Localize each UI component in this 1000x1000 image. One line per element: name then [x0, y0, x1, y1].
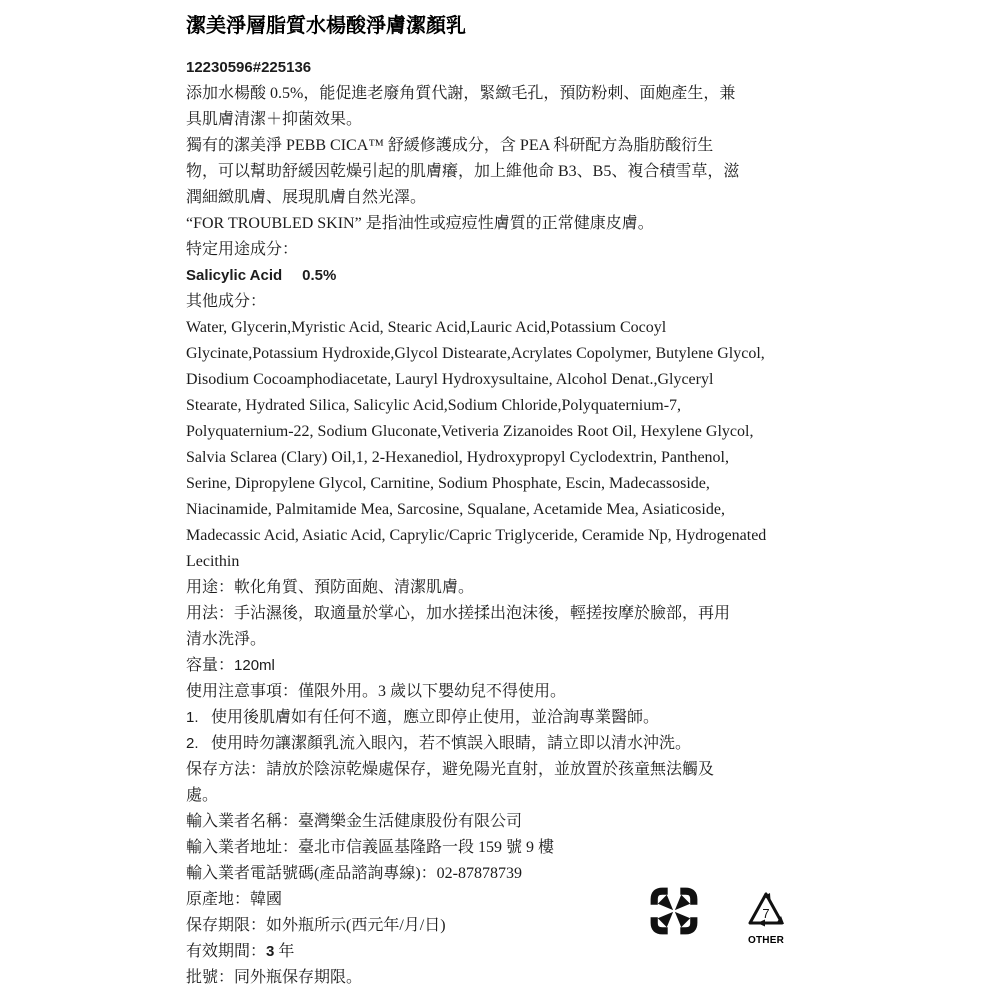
usage-purpose-line: 用途：軟化角質、預防面皰、清潔肌膚。 — [186, 579, 475, 596]
plastic-type-label: OTHER — [748, 935, 784, 946]
salicylic-acid-name: Salicylic Acid — [186, 267, 283, 284]
plastic-code-number: 7 — [762, 906, 770, 921]
capacity-line — [186, 653, 802, 679]
ingredients-line: Salvia Sclarea (Clary) Oil,1, 2-Hexanediol, Hydroxypropyl Cyclodextrin, Panthenol, — [186, 449, 729, 466]
description-line: 添加水楊酸 0.5%，能促進老廢角質代謝，緊緻毛孔，預防粉刺、面皰產生，兼 — [186, 85, 736, 102]
usage-method-line: 用法：手沾濕後，取適量於掌心，加水搓揉出泡沫後，輕搓按摩於臉部，再用 — [186, 605, 731, 622]
ingredients-line: Niacinamide, Palmitamide Mea, Sarcosine, Squalane, Acetamide Mea, Asiaticoside, — [186, 501, 725, 518]
ingredients-line: Glycinate,Potassium Hydroxide,Glycol Distearate,Acrylates Copolymer, Butylene Glycol, — [186, 345, 765, 362]
other-ingredients-heading: 其他成分： — [186, 293, 267, 310]
importer-name-line: 輸入業者名稱：臺灣樂金生活健康股份有限公司 — [186, 813, 523, 830]
recycling-symbols — [647, 884, 797, 948]
taiwan-recycling-icon — [647, 884, 701, 938]
ingredients-line: Lecithin — [186, 553, 240, 570]
storage-line: 處。 — [186, 787, 219, 804]
validity-number: 3 — [266, 943, 275, 960]
validity-label: 有效期間： — [186, 943, 267, 960]
precaution-item — [186, 731, 802, 757]
description-line: 潤細緻肌膚、展現肌膚自然光澤。 — [186, 189, 427, 206]
product-document — [186, 14, 802, 991]
capacity-value: 120ml — [234, 657, 275, 674]
ingredients-line: Stearate, Hydrated Silica, Salicylic Acid,Sodium Chloride,Polyquaternium-7, — [186, 397, 682, 414]
precaution-item-number: 1. — [186, 709, 199, 726]
batch-line: 批號：同外瓶保存期限。 — [186, 969, 363, 986]
precaution-item-text: 使用後肌膚如有任何不適，應立即停止使用，並洽詢專業醫師。 — [211, 709, 660, 726]
usage-method-line: 清水洗淨。 — [186, 631, 267, 648]
ingredients-line: Madecassic Acid, Asiatic Acid, Caprylic/Capric Triglyceride, Ceramide Np, Hydrogenated — [186, 527, 767, 544]
special-use-heading: 特定用途成分： — [186, 241, 299, 258]
precautions-heading: 使用注意事項：僅限外用。3 歲以下嬰幼兒不得使用。 — [186, 683, 567, 700]
ingredients-line: Serine, Dipropylene Glycol, Carnitine, Sodium Phosphate, Escin, Madecassoside, — [186, 475, 710, 492]
precaution-item-text: 使用時勿讓潔顏乳流入眼內，若不慎誤入眼睛，請立即以清水沖洗。 — [211, 735, 692, 752]
origin-line: 原產地：韓國 — [186, 891, 283, 908]
shelf-life-line: 保存期限：如外瓶所示(西元年/月/日) — [186, 917, 446, 934]
ingredients-line: Polyquaternium-22, Sodium Gluconate,Vetiveria Zizanoides Root Oil, Hexylene Glycol, — [186, 423, 754, 440]
description-line: 獨有的潔美淨 PEBB CICA™ 舒緩修護成分，含 PEA 科研配方為脂肪酸衍生 — [186, 137, 714, 154]
precaution-item — [186, 705, 802, 731]
ingredients-line: Disodium Cocoamphodiacetate, Lauryl Hydroxysultaine, Alcohol Denat.,Glyceryl — [186, 371, 714, 388]
product-title: 潔美淨層脂質水楊酸淨膚潔顏乳 — [186, 15, 466, 37]
plastic-7-other-icon — [744, 890, 788, 930]
salicylic-acid-percent: 0.5% — [302, 267, 337, 284]
ingredients-line: Water, Glycerin,Myristic Acid, Stearic Acid,Lauric Acid,Potassium Cocoyl — [186, 319, 667, 336]
description-line: 物，可以幫助舒緩因乾燥引起的肌膚癢，加上維他命 B3、B5、複合積雪草，滋 — [186, 163, 740, 180]
description-line: “FOR TROUBLED SKIN” 是指油性或痘痘性膚質的正常健康皮膚。 — [186, 215, 654, 232]
description-line: 具肌膚清潔＋抑菌效果。 — [186, 111, 363, 128]
validity-unit: 年 — [278, 943, 295, 960]
precaution-item-number: 2. — [186, 735, 199, 752]
importer-address-line: 輸入業者地址：臺北市信義區基隆路一段 159 號 9 樓 — [186, 839, 555, 856]
storage-line: 保存方法：請放於陰涼乾燥處保存，避免陽光直射，並放置於孩童無法觸及 — [186, 761, 715, 778]
importer-phone-line: 輸入業者電話號碼(產品諮詢專線)：02-87878739 — [186, 865, 522, 882]
plastic-7-other-symbol — [742, 890, 790, 946]
special-use-ingredient-line — [186, 263, 802, 289]
product-code: 12230596#225136 — [186, 59, 312, 76]
capacity-label: 容量： — [186, 657, 235, 674]
